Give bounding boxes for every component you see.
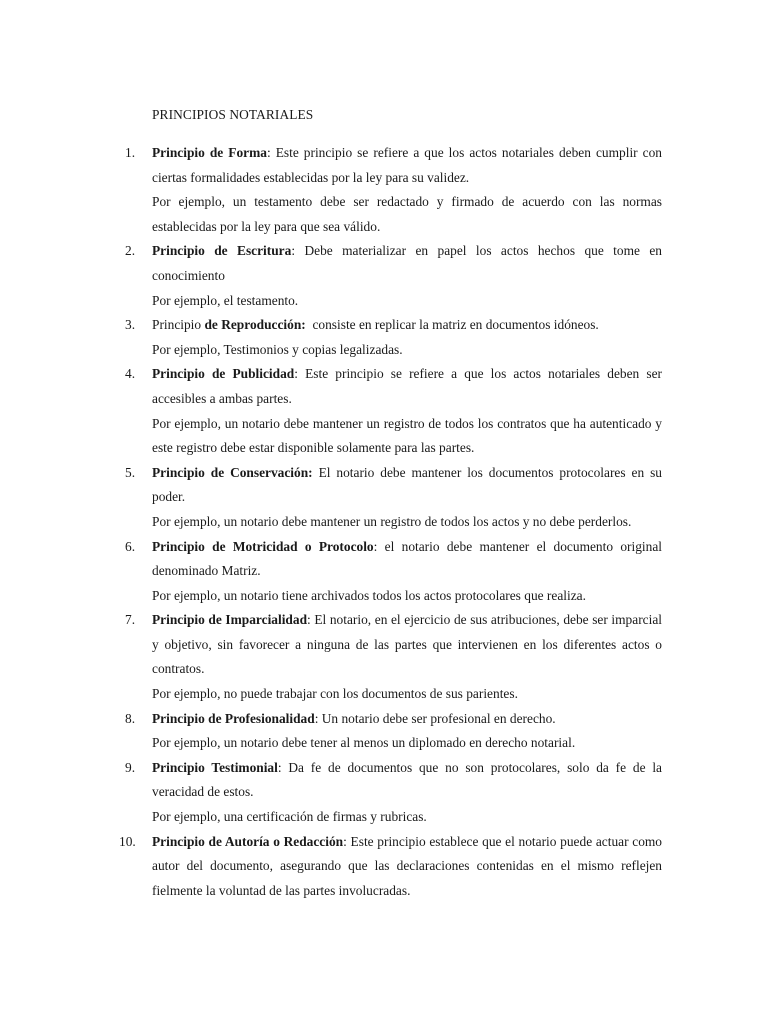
item-example: Por ejemplo, Testimonios y copias legalizadas.	[152, 341, 403, 357]
item-number: 3.	[125, 317, 136, 333]
item-number: 7.	[125, 612, 136, 628]
item-text	[152, 362, 662, 411]
item-number: 5.	[125, 464, 136, 480]
item-example: Por ejemplo, un notario debe mantener un registro de todos los contratos que ha autenticado y este registro debe estar disponible solamente para las partes.	[152, 415, 662, 456]
item-description: : Este principio se refiere a que los actos notariales deben ser accesibles a ambas partes.	[152, 366, 662, 406]
item-principle-name: Principio de Conservación:	[152, 464, 313, 480]
item-description: : Este principio establece que el notario puede actuar como autor del documento, asegurando que las declaraciones contenidas en el mismo reflejen fielmente la voluntad de las partes involucradas.	[152, 833, 662, 898]
list-item	[125, 313, 662, 362]
item-principle-name: Principio de Imparcialidad	[152, 612, 308, 628]
item-description: : Este principio se refiere a que los actos notariales deben cumplir con ciertas formalidades establecidas por la ley para su validez.	[152, 145, 662, 185]
item-text	[152, 707, 662, 732]
item-lead: Principio	[152, 317, 205, 333]
item-number: 6.	[125, 538, 136, 554]
item-text	[152, 535, 662, 584]
item-description: consiste en replicar la matriz en documentos idóneos.	[305, 317, 599, 333]
item-principle-name: Principio de Forma	[152, 145, 267, 160]
item-example: Por ejemplo, un notario tiene archivados todos los actos protocolares que realiza.	[152, 587, 586, 603]
item-text	[152, 141, 662, 190]
item-text	[152, 756, 662, 805]
item-number: 2.	[125, 243, 136, 259]
item-principle-name: Principio Testimonial	[152, 759, 278, 775]
item-text	[152, 461, 662, 510]
list-item	[125, 756, 662, 830]
item-text	[152, 313, 662, 338]
item-principle-name: Principio de Profesionalidad	[152, 710, 315, 726]
list-item	[125, 707, 662, 756]
item-principle-name: Principio de Autoría o Redacción	[152, 833, 344, 849]
list-item	[125, 141, 662, 239]
item-description: El notario debe mantener los documentos protocolares en su poder.	[152, 464, 662, 505]
item-text	[152, 830, 662, 904]
principles-list	[119, 141, 663, 903]
item-description: : Debe materializar en papel los actos hechos que tome en conocimiento	[152, 243, 663, 283]
item-example: Por ejemplo, no puede trabajar con los documentos de sus parientes.	[152, 686, 518, 702]
item-number: 9.	[125, 759, 136, 775]
item-example: Por ejemplo, un notario debe mantener un registro de todos los actos y no debe perderlos.	[152, 513, 632, 529]
item-principle-name: Principio de Motricidad o Protocolo	[152, 538, 374, 554]
item-number: 8.	[125, 710, 136, 726]
item-principle-name: de Reproducción:	[204, 317, 306, 333]
item-example: Por ejemplo, una certificación de firmas y rubricas.	[152, 809, 427, 825]
item-description: : el notario debe mantener el documento original denominado Matriz.	[152, 538, 662, 579]
item-principle-name: Principio de Publicidad	[152, 366, 295, 382]
item-number: 1.	[125, 145, 136, 160]
item-text	[152, 239, 662, 288]
document-title: PRINCIPIOS NOTARIALES	[152, 107, 314, 122]
item-number: 10.	[119, 833, 136, 849]
list-item	[125, 461, 662, 535]
item-description: : Un notario debe ser profesional en derecho.	[314, 710, 556, 726]
item-text	[152, 608, 662, 682]
item-description: : El notario, en el ejercicio de sus atribuciones, debe ser imparcial y objetivo, sin favorecer a ninguna de las partes que intervienen en los diferentes actos o contratos.	[152, 612, 662, 677]
item-example: Por ejemplo, el testamento.	[152, 292, 299, 308]
item-example: Por ejemplo, un notario debe tener al menos un diplomado en derecho notarial.	[152, 735, 576, 751]
list-item	[119, 830, 662, 904]
item-number: 4.	[125, 366, 136, 382]
item-description: : Da fe de documentos que no son protocolares, solo da fe de la veracidad de estos.	[152, 759, 662, 800]
list-item	[125, 239, 662, 313]
list-item	[125, 535, 662, 609]
item-example: Por ejemplo, un testamento debe ser redactado y firmado de acuerdo con las normas establecidas por la ley para que sea válido.	[152, 194, 662, 234]
item-principle-name: Principio de Escritura	[152, 243, 292, 259]
list-item	[125, 362, 662, 460]
list-item	[125, 608, 662, 706]
